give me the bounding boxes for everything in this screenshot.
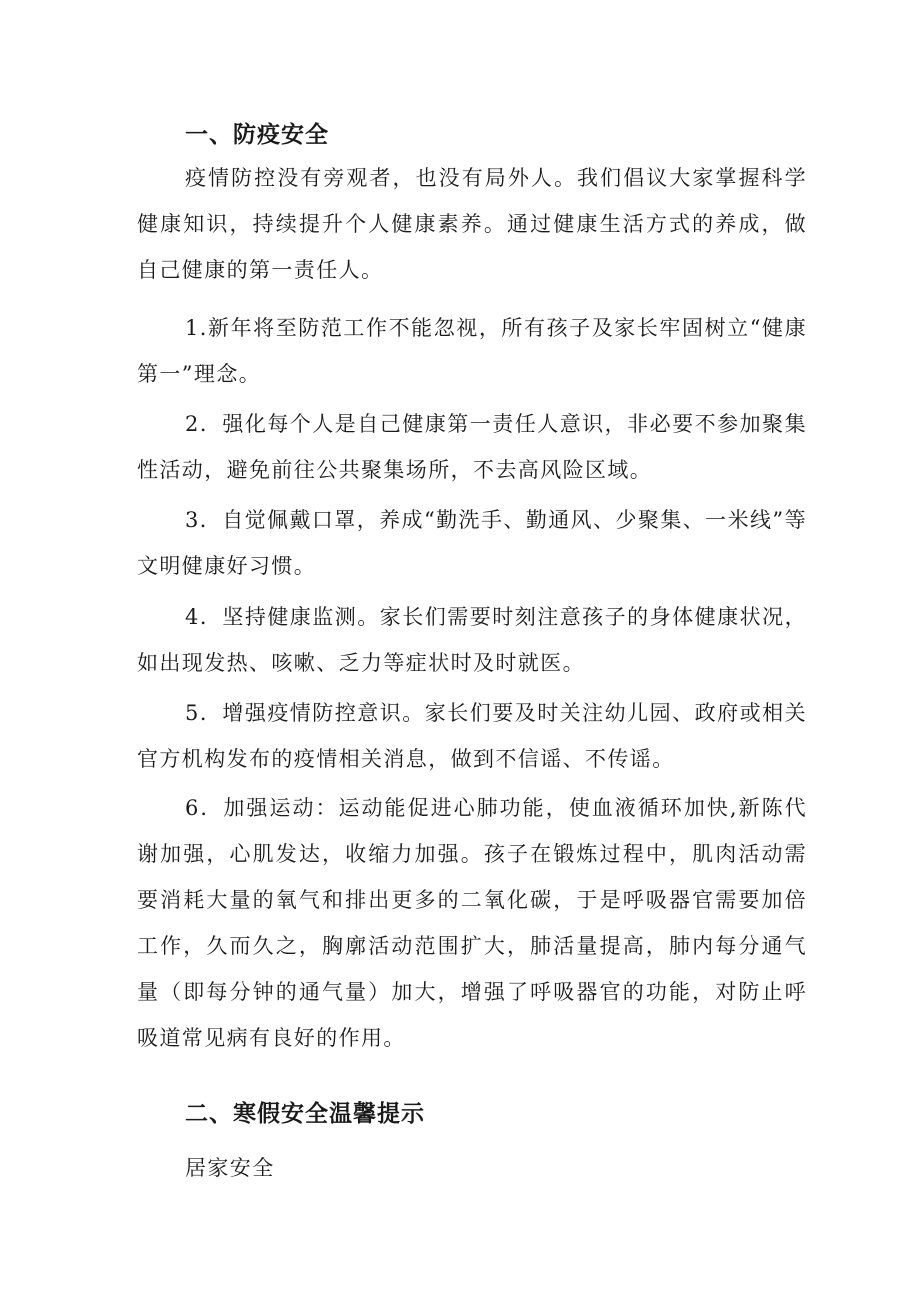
section-heading-winter-break-tips: 二、寒假安全温馨提示 — [185, 1101, 425, 1127]
list-item-1: 1.新年将至防范工作不能忽视，所有孩子及家长牢固树立“健康第一”理念。 — [137, 316, 807, 386]
list-item-3: 3．自觉佩戴口罩，养成“勤洗手、勤通风、少聚集、一米线”等文明健康好习惯。 — [137, 508, 807, 578]
subheading-home-safety: 居家安全 — [185, 1156, 275, 1180]
list-item-2: 2．强化每个人是自己健康第一责任人意识，非必要不参加聚集性活动，避免前往公共聚集场所，不去高风险区域。 — [137, 412, 807, 482]
list-item-5: 5．增强疫情防控意识。家长们要及时关注幼儿园、政府或相关官方机构发布的疫情相关消息，做到不信谣、不传谣。 — [137, 701, 807, 771]
list-item-4: 4．坚持健康监测。家长们需要时刻注意孩子的身体健康状况，如出现发热、咳嗽、乏力等症状时及时就医。 — [137, 605, 807, 675]
list-item-6: 6．加强运动：运动能促进心肺功能，使血液循环加快,新陈代谢加强，心肌发达，收缩力加强。孩子在锻炼过程中，肌肉活动需要消耗大量的氧气和排出更多的二氧化碳，于是呼吸器官需要加倍工作，久而久之，胸廓活动范围扩大，肺活量提高，肺内每分通气量（即每分钟的通气量）加大，增强了呼吸器官的功能，对防止呼吸道常见病有良好的作用。 — [137, 796, 807, 1050]
section-heading-epidemic-safety: 一、防疫安全 — [185, 122, 329, 148]
intro-paragraph: 疫情防控没有旁观者，也没有局外人。我们倡议大家掌握科学健康知识，持续提升个人健康素养。通过健康生活方式的养成，做自己健康的第一责任人。 — [137, 166, 807, 282]
